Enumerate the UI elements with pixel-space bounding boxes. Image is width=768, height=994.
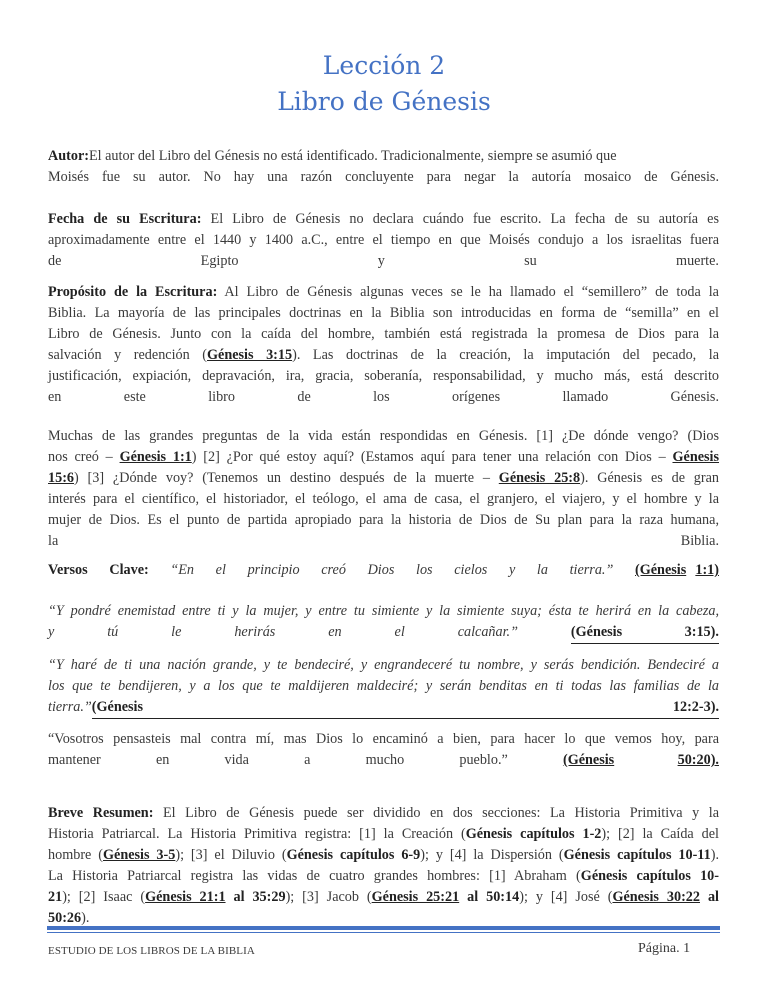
proposito-text-6: en este libro de los orígenes llamado Génesis. [48,389,719,405]
fecha-section [48,209,719,272]
footer-series-title: ESTUDIO DE LOS LIBROS DE LA BIBLIA [48,945,255,957]
verse-50-20: “Vosotros pensasteis mal contra mí, mas Dios lo encaminó a bien, para hacer lo que vemos hoy, para mantener en vida a mucho pueblo.” (Génesis 50:20). [48,729,719,771]
proposito-text-4: salvación y redención (Génesis 3:15). Las doctrinas de la creación, la imputación del pecado, la [48,347,720,363]
verse-3-15: “Y pondré enemistad entre ti y la mujer, y entre tu simiente y la simiente suya; ésta te herirá en la cabeza, y tú le herirás en el calcañar.” (Génesis 3:15). [48,601,719,644]
book-title: Libro de Génesis [277,87,491,116]
ref-genesis-3-15-verse[interactable]: (Génesis 3:15). [571,622,719,644]
fecha-text-1: El Libro de Génesis no declara cuándo fue escrito. La fecha de su autoría es [201,211,719,227]
fecha-text-3: de Egipto y su muerte. [48,253,719,269]
ref-genesis-12-2-3[interactable]: (Génesis 12:2-3). [92,697,719,719]
ref-genesis-21-1[interactable]: Génesis 21:1 [145,889,226,905]
preguntas-text-6: la Biblia. [48,533,719,549]
preguntas-text-5: mujer de Dios. Es el punto de partida apropiado para la historia de Dios de Su plan para la raza humana, [48,512,719,528]
ref-genesis-6-9[interactable]: Génesis capítulos 6-9 [286,847,421,863]
ref-genesis-1-2[interactable]: Génesis capítulos 1-2 [465,826,602,842]
preguntas-text-4: interés para el científico, el historiador, el teólogo, el ama de casa, el granjero, el viajero, y el hombre y la [48,491,719,507]
ref-genesis-25-21[interactable]: Génesis 25:21 [371,889,460,905]
ref-genesis-10-11[interactable]: Génesis capítulos 10-11 [563,847,711,863]
ref-genesis-10-21[interactable]: Génesis capítulos 10- [580,868,720,884]
ref-genesis-3-5[interactable]: Génesis 3-5 [103,847,176,863]
ref-genesis-25-8[interactable]: Génesis 25:8 [498,470,581,486]
versos-label: Versos [48,562,88,578]
footer-rule-thin [47,932,720,933]
ref-genesis-1-1[interactable]: Génesis 1:1 [119,449,192,465]
ref-genesis-3-15[interactable]: Génesis 3:15 [207,347,293,363]
resumen-label: Breve Resumen: [48,805,154,821]
ref-genesis-50-20[interactable]: (Génesis 50:20). [562,752,719,768]
preguntas-section [48,426,719,552]
ref-genesis-1-1-verse[interactable]: (Génesis 1:1) [635,562,719,578]
ref-genesis-15-6-cont[interactable]: 15:6 [48,470,75,486]
autor-label: Autor: [48,148,89,164]
verse-12-2-3: “Y haré de ti una nación grande, y te bendeciré, y engrandeceré tu nombre, y serás bendición. Bendeciré a los que te bendijeren, y a los que te maldijeren maldeciré; y serán benditas en ti todas las familias de la tierra.” (Génesis 12:2-3). [48,655,719,719]
autor-text-1: El autor del Libro del Génesis no está identificado. Tradicionalmente, siempre se asumió que [88,148,617,164]
proposito-text-5: justificación, expiación, depravación, ira, gracia, soberanía, responsabilidad, y mucho más, está descrito [48,368,719,384]
preguntas-text-1: Muchas de las grandes preguntas de la vida están respondidas en Génesis. [1] ¿De dónde vengo? (Dios [48,428,719,444]
clave-label: Clave: [109,562,149,578]
autor-section [48,146,719,188]
ref-genesis-15-6[interactable]: Génesis [672,449,719,465]
versos-clave-line: Versos Clave: “En el principio creó Dios los cielos y la tierra.” (Génesis 1:1) [48,560,719,581]
footer-rule [47,926,720,930]
preguntas-text-2: nos creó – Génesis 1:1) [2] ¿Por qué estoy aquí? (Estamos aquí para tener una relación con Dios – Génesis [48,449,719,465]
preguntas-text-3: 15:6) [3] ¿Dónde voy? (Tenemos un destino después de la muerte – Génesis 25:8). Génesis es de gran [48,470,720,486]
proposito-section: Propósito de la Escritura: Al Libro de Génesis algunas veces se le ha llamado el “semillero” de toda la Biblia. La mayoría de las principales doctrinas en la Biblia son introducidas en forma de “semilla” en el Libro de Génesis. Junto con la caída del hombre, también está registrada la promesa de Dios para la salvación y redención (Génesis 3:15). Las doctrinas de la creación, la imputación del pecado, la justificación, expiación, depravación, ira, gracia, soberanía, responsabilidad, y mucho más, está descrito en este libro de los orígenes llamado Génesis. [48,282,719,408]
proposito-text-3: Libro de Génesis. Junto con la caída del hombre, también está registrada la promesa de Dios para la [48,326,719,342]
lesson-title: Lección 2 [322,51,446,80]
resumen-section: Breve Resumen: El Libro de Génesis puede ser dividido en dos secciones: La Historia Primitiva y la Historia Patriarcal. La Historia Primitiva registra: [1] la Creación (Génesis capítulos 1-2); [2] la Caída del hombre (Génesis 3-5); [3] el Diluvio (Génesis capítulos 6-9); y [4] la Dispersión (Génesis capítulos 10-11). La Historia Patriarcal registra las vidas de cuatro grandes hombres: [1] Abraham (Génesis capítulos 10- 21); [2] Isaac (Génesis 21:1 al 35:29); [3] Jacob (Génesis 25:21 al 50:14); y [4] José (Génesis 30:22 al 50:26). [48,805,720,926]
proposito-label: Propósito de la Escritura: [48,284,218,300]
fecha-text-2: aproximadamente entre el 1440 y 1400 a.C., entre el tiempo en que Moisés condujo a los israelitas fuera [48,232,719,248]
ref-genesis-30-22[interactable]: Génesis 30:22 [612,889,700,905]
page-number: Página. 1 [638,941,691,956]
fecha-label: Fecha de su Escritura: [48,211,202,227]
autor-text-2: Moisés fue su autor. No hay una razón concluyente para negar la autoría mosaico de Génesis. [48,169,719,185]
proposito-text-2: Biblia. La mayoría de las principales doctrinas en la Biblia son introducidas en forma de “semilla” en el [48,305,719,321]
